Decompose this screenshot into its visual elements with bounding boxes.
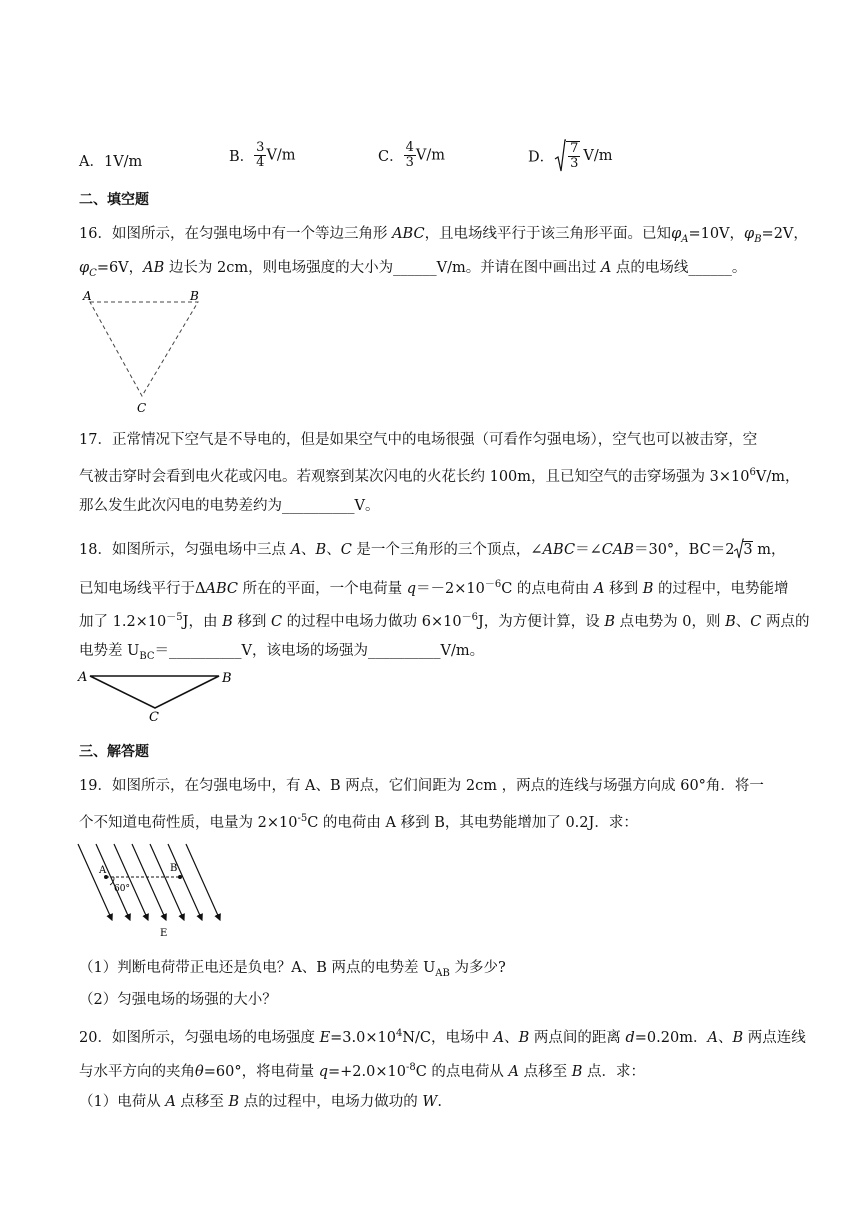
point-b <box>178 875 182 879</box>
q16-line2: $\varphi_C=6V$，AB 边长为 2cm，则电场强度的大小为______V/m。并请在图中画出过 A 点的电场线______。 <box>79 260 747 279</box>
q18-triangle <box>90 676 219 708</box>
section-title-solve: 三、解答题 <box>79 744 149 760</box>
q20-sub1: （1）电荷从 A 点移至 B 点的过程中，电场力做功的 W. <box>79 1094 442 1110</box>
q19-sub1: （1）判断电荷带正电还是负电？A、B 两点的电势差 $U_{AB}$ 为多少? <box>79 960 506 979</box>
q17-line2: 气被击穿时会看到电火花或闪电。若观察到某次闪电的火花长约 100m，且已知空气的击穿场强为 $3\times 10^6V/m$， <box>79 467 800 485</box>
choice-c: C． $\frac{4}{3}$ V/m <box>378 140 445 170</box>
q18-line4: 电势差 $U_{BC}=\_\_\_\_\_\_\_\_\_\_V$，该电场的场强为__________V/m。 <box>79 643 485 662</box>
q19-sub2: （2）匀强电场的场强的大小？ <box>79 992 277 1008</box>
fraction-3-4: $\frac{3}{4}$ <box>256 140 265 170</box>
q19-label-e: E <box>160 928 168 939</box>
q17-line3: 那么发生此次闪电的电势差约为__________V。 <box>79 498 380 514</box>
q18-label-c: C <box>149 710 159 722</box>
q18-line3: 加了 $1.2\times 10^{-5}J$，由 B 移到 C 的过程中电场力做功 $6\times 10^{-6}J$，为方便计算，设 B 点电势为 0，则 B、C 两点的 <box>79 612 810 630</box>
q16-line1: 16．如图所示，在匀强电场中有一个等边三角形 ABC，且电场线平行于该三角形平面。已知$\varphi_A=10V$，$\varphi_B=2V$， <box>79 226 808 245</box>
q18-triangle-figure <box>76 666 242 722</box>
q16-label-a: A <box>83 289 92 303</box>
q19-field-figure <box>74 840 224 940</box>
sqrt-3: 3 <box>734 540 752 560</box>
q16-triangle-figure <box>80 288 210 416</box>
q18-line2: 已知电场线平行于ΔABC 所在的平面，一个电荷量 $q=-2\times 10^{-6}C$ 的点电荷由 A 移到 B 的过程中，电势能增 <box>79 579 789 597</box>
section-title-fill-blank: 二、填空题 <box>79 192 149 208</box>
q20-line1: 20．如图所示，匀强电场的电场强度 $E=3.0\times 10^4N/C$，电场中 A、B 两点间的距离 d=0.20m．A、B 两点连线 <box>79 1028 806 1046</box>
q19-label-a: A <box>99 865 107 876</box>
field-lines <box>78 844 220 920</box>
q18-line1: 18．如图所示，匀强电场中三点 A、B、C 是一个三角形的三个顶点，∠ABC＝∠CAB＝30°，BC＝2 3 m， <box>79 540 786 560</box>
q19-label-b: B <box>170 863 178 874</box>
q19-line1: 19．如图所示，在匀强电场中，有 A、B 两点，它们间距为 2cm ，两点的连线与场强方向成 60°角．将一 <box>79 778 764 794</box>
q19-angle-label: 60° <box>114 884 130 894</box>
q19-line2: 个不知道电荷性质，电量为 $2\times 10^{-5}C$ 的电荷由 A 移到 B，其电势能增加了 0.2J．求： <box>79 813 638 831</box>
q16-label-b: B <box>190 289 199 303</box>
choice-b: B． $\frac{3}{4}$ V/m <box>229 140 296 170</box>
q16-dashed-triangle <box>90 302 198 396</box>
q16-label-c: C <box>137 401 147 415</box>
q17-line1: 17．正常情况下空气是不导电的，但是如果空气中的电场很强（可看作匀强电场），空气也可以被击穿，空 <box>79 432 758 448</box>
choice-a: A．1V/m <box>79 154 143 170</box>
fraction-4-3: $\frac{4}{3}$ <box>405 140 414 170</box>
q18-label-b: B <box>222 671 232 686</box>
sqrt-fraction-7-3: $\frac{7}{3}$ <box>554 139 580 173</box>
choice-d: D． $\frac{7}{3}$ V/m <box>528 141 613 171</box>
q20-line2: 与水平方向的夹角θ=60°，将电荷量 $q=+2.0\times 10^{-8}C$ 的点电荷从 A 点移至 B 点．求： <box>79 1062 645 1080</box>
q18-label-a: A <box>78 670 88 685</box>
radical-icon <box>554 139 566 173</box>
